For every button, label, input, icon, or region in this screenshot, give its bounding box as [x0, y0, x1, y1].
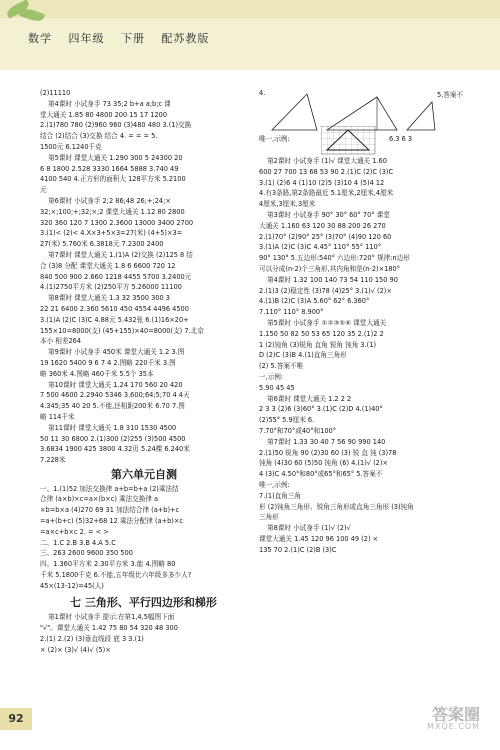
- q4-label: 4.: [259, 89, 266, 97]
- answer-line: 600 27 700 13 68 53 90 2.(1)C (2)C (3)C: [259, 167, 394, 176]
- answer-line: 7.(1)直角三角: [259, 491, 302, 500]
- answer-line: 2 3 3 (2)6 (3)60° 3.(1)C (2)D 4.(1)40°: [259, 405, 383, 414]
- answer-line: 形 (2)钝角三角形、锐角三角形或直角三角形 (3)钝角: [259, 502, 414, 511]
- answer-line: 第6课时 课堂大通关 1.2 2 2: [267, 394, 352, 403]
- answer-line: 三角形: [259, 513, 279, 522]
- answer-line: 四、1.360平方米 2.30平方米 3.能 4.图略 80: [40, 560, 176, 569]
- answer-line: 第7课时 课堂大通关 1.(1)A (2)交换 (2)125 8 结: [48, 250, 193, 259]
- header-title: [28, 30, 222, 46]
- header-grade: 四年级: [68, 32, 105, 45]
- answer-line: 课堂大通关 1.45 120 96 100 49 (2) ×: [259, 534, 379, 543]
- answer-line: 第1课时 小试身手 提示:在第1,4,5幅图下面: [48, 613, 175, 622]
- answer-line: 2.(1)50 锐角 90 (2)30 60 (3) 锐 直 钝 (3)78: [259, 448, 397, 457]
- answer-line: 第3课时 小试身手 90° 30° 60° 70° 课堂: [267, 210, 390, 219]
- answer-line: 50 11 30 6800 2.(1)300 (2)255 (3)500 4500: [40, 434, 186, 443]
- answer-line: 二、1.C 2.B 3.B 4.A 5.C: [40, 538, 116, 547]
- answer-line: 第4课时 1.32 100 140 73 54 110 150 90: [267, 275, 398, 284]
- answer-line: 6 8 1800 2.528 3330 1664 5888 3.740 49: [40, 164, 179, 173]
- answer-line: 3.(1) (2)6 4 (1)10 (2)5 (3)10 4 (5)4 12: [259, 178, 385, 187]
- answer-line: 合律 (a×b)×c=a×(b×c) 乘法交换律 a: [40, 495, 159, 504]
- answer-line: 4.有3条路,第2条路最近 5.1厘米,2厘米,4厘米: [259, 189, 394, 198]
- answer-line: ×b=b×a (4)270 69 31 加法结合律 (a+b)+c: [40, 506, 180, 515]
- answer-line: 135 70 2.(1)C (2)B (3)C: [259, 545, 337, 554]
- answer-line: 155×10=8000(支) (45+155)×40=8000(支) 7.北京: [40, 326, 204, 335]
- answer-line: 1500元 6.1240千克: [40, 142, 102, 151]
- answer-line: (2) 5.答案不唯: [259, 362, 304, 371]
- answer-line: "√"。课堂大通关 1.42 75 80 54 320 48 300: [40, 624, 178, 633]
- header-top-bar: [0, 0, 500, 18]
- answer-line: (2)55° 5.9厘米 6.: [259, 416, 315, 425]
- answer-line: 3.(1)A (2)C (3)C 4.45° 110° 55° 110°: [259, 243, 382, 252]
- grid-figure-svg: [321, 126, 377, 156]
- answer-line: 5.90 45 45: [259, 383, 295, 392]
- right-answer-lines: [259, 156, 469, 555]
- q-example-label: 唯一,示例:: [259, 135, 290, 143]
- top-figures: [259, 88, 469, 156]
- answer-line: 7.228米: [40, 456, 66, 465]
- answer-line: 大通关 1.160 63 120 30 88 200 26 270: [259, 221, 386, 230]
- answer-line: 2.(1)70° (2)90° 25° (3)70° (4)90 120 60: [259, 232, 392, 241]
- answer-line: 27(米) 5.760米 6.3818元 7.2300 2400: [40, 240, 164, 249]
- answer-line: 可以分成(n-2)个三角形,其内角和是(n-2)×180°: [259, 264, 401, 273]
- answer-line: 3.(1)< (2)< 4.X×3+5×3=27(米) (4+5)×3=: [40, 229, 183, 238]
- answer-line: 钝角 (4)30 60 (5)50 钝角 (6) 4.(1)√ (2)×: [259, 459, 388, 468]
- answer-line: 320 360 120 7 1300 2.3600 13000 3400 2700: [40, 218, 194, 227]
- right-column: [259, 88, 469, 555]
- answer-line: 3.6834 1900 425 3800 4.32页 5.24棵 6.240米: [40, 445, 190, 454]
- page-number: 92: [0, 708, 32, 730]
- answer-line: 4100 540 4.正方形的面积大 128平方米 5.2100: [40, 175, 186, 184]
- answer-line: 元: [40, 186, 47, 195]
- answer-line: 840 500 900 2.660 1218 4455 5700 3.2400元: [40, 272, 192, 281]
- answer-line: 2.(1) 2.(2) (3)垂直线段 底 3 3.(1): [40, 635, 144, 644]
- left-answer-lines: [40, 88, 248, 466]
- answer-line: 90° 130° 5.五边形:540° 六边形:720° 规律:n边形: [259, 254, 410, 263]
- answer-line: 7.110° 110° 8.900°: [259, 308, 324, 317]
- answer-line: 1.150 50 82 50 53 65 120 35 2.(1)2 2: [259, 329, 384, 338]
- answer-line: 4厘米,3厘米,3厘米: [259, 200, 316, 209]
- unit6-answer-lines: [40, 484, 248, 592]
- answer-line: 4.(1)2750平方米 (2)250平方 5.26000 11100: [40, 283, 182, 292]
- answer-line: 4.345;35 40 20 5.不能,还相距200米 6.70 7.图: [40, 402, 185, 411]
- unit7-title: 七 三角形、平行四边形和梯形: [70, 595, 217, 609]
- answer-line: 第10课时 课堂大通关 1.24 170 560 20 420: [48, 380, 183, 389]
- answer-line: 一、1.(1)52 加法交换律 a+b=b+a (2)乘法结: [40, 484, 179, 493]
- unit6-title: 第六单元自测: [111, 467, 177, 481]
- header-term: 下册: [121, 32, 145, 45]
- answer-line: 第5课时 课堂大通关 1.290 300 5 24300 20: [48, 153, 183, 162]
- answer-line: 第9课时 小试身手 450米 课堂大通关 1.2 3.图: [48, 348, 185, 357]
- answer-line: 千米 5.1800千克 6.不能,五年级比六年级多多少人?: [40, 571, 192, 580]
- answer-line: (2)11110: [40, 89, 71, 97]
- answer-line: 2.(1)3 (2)稳定性 (3)78 (4)25° 3.(1)√ (2)×: [259, 286, 392, 295]
- watermark-url: MXQE.COM: [426, 722, 480, 731]
- answer-line: 4 (3)C 4.50°和80°或65°和65° 5.答案不: [259, 470, 383, 479]
- answer-line: 第11课时 课堂大通关 1.8 310 1530 4500: [48, 423, 177, 432]
- answer-line: 1 (2)钝角 (3)锐角 直角 锐角 钝角 3.(1): [259, 340, 377, 349]
- watermark-brand: 答案圈: [431, 705, 480, 724]
- answer-line: 第4课时 小试身手 73 35;2 b+a a;b;c 课: [48, 99, 171, 108]
- answer-line: 7 500 4600 2.2940 5346 3.600;64;5;70 4 4天: [40, 391, 190, 400]
- answer-line: 本小 相差264: [40, 337, 82, 346]
- answer-line: 19 1620 5400 9 6 7 4 2.图略 220千米 3.图: [40, 358, 176, 367]
- answer-line: 第8课时 小试身手 (1)√ (2)√: [267, 524, 351, 533]
- answer-line: 3.(1)A (2)C (3)C 4.88元 5.432张 6.(1)16×20+: [40, 315, 189, 324]
- answer-line: =a×c+b×c 2. = < >: [40, 527, 109, 536]
- answer-line: 唯一,示例:: [259, 480, 290, 489]
- answer-line: 7.70°和70°或40°和100°: [259, 426, 337, 435]
- answer-line: =a+(b+c) (5)32+68 12 乘法分配律 (a+b)×c: [40, 517, 184, 526]
- unit7-answer-lines: [40, 612, 248, 655]
- dims-label: 6.3 6 3: [389, 135, 413, 143]
- answer-line: 22 21 6400 2.360 5610 450 4554 4496 4500: [40, 304, 189, 313]
- header-edition: 配苏教版: [161, 32, 210, 45]
- answer-line: 第2课时 小试身手 (1)√ 课堂大通关 1.60: [267, 157, 387, 165]
- answer-line: 堂大通关 1.85 80 4800 200 15 17 1200: [40, 110, 168, 119]
- left-column: [40, 88, 248, 656]
- header-band: [0, 0, 500, 70]
- answer-line: 第7课时 1.33 30 40 7 56 90 990 140: [267, 437, 386, 446]
- answer-line: × (2)× (3)√ (4)√ (5)×: [40, 645, 111, 654]
- answer-line: 一,示例:: [259, 372, 284, 381]
- answer-line: 第5课时 小试身手 ①②③⑤⑥ 课堂大通关: [267, 318, 387, 327]
- answer-line: 略 360米 4.图略 460千米 5.5个 35本: [40, 369, 154, 378]
- answer-line: 32;×;100;+;32;×;2 课堂大通关 1.12 80 2800: [40, 207, 185, 216]
- header-subject: 数学: [28, 32, 52, 45]
- answer-line: 略 114千米: [40, 412, 75, 421]
- answer-line: 4.(1)B (2)C (3)A 5.60° 62° 6.360°: [259, 297, 370, 306]
- answer-line: 第6课时 小试身手 2;2 86;48 26;+;24;×: [48, 196, 171, 205]
- answer-line: 三、263 2600 9600 350 500: [40, 549, 133, 558]
- answer-line: 合 (3)8 分配 课堂大通关 1.8 6 6600 720 12: [40, 261, 176, 270]
- answer-line: 结合 (2)结合 (3)交换 结合 4. = = = 5.: [40, 132, 158, 141]
- answer-line: D (2)C (3)B 4.(1)直角三角形: [259, 351, 347, 360]
- answer-line: 45×(13-12)=45(人): [40, 581, 104, 590]
- answer-line: 第8课时 课堂大通关 1.3 32 3500 300 3: [48, 294, 170, 303]
- q5-label: 5.答案不: [437, 91, 464, 99]
- answer-line: 2.(1)780 780 (2)960 960 (3)480 480 3.(1)交换: [40, 121, 192, 130]
